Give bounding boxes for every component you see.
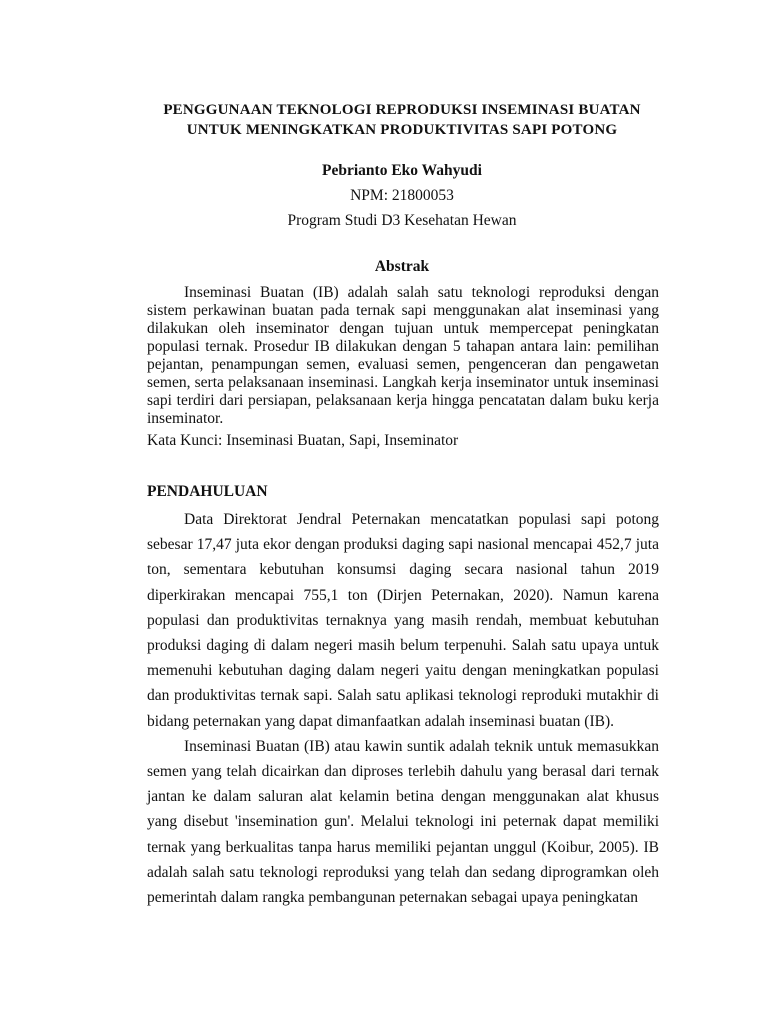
abstract-text: Inseminasi Buatan (IB) adalah salah satu teknologi reproduksi dengan sistem perkawinan buatan pada ternak sapi menggunakan alat inseminasi yang dilakukan oleh inseminator dengan tujuan untuk mempercepat peningkatan populasi ternak. Prosedur IB dilakukan dengan 5 tahapan antara lain: pemilihan pejantan, penampungan semen, evaluasi semen, pengenceran dan pengawetan semen, serta pelaksanaan inseminasi. Langkah kerja inseminator untuk inseminasi sapi terdiri dari persiapan, pelaksanaan kerja hingga pencatatan dalam buku kerja inseminator. (147, 284, 659, 427)
introduction-paragraph-2: Inseminasi Buatan (IB) atau kawin suntik adalah teknik untuk memasukkan semen yang telah dicairkan dan diproses terlebih dahulu yang berasal dari ternak jantan ke dalam saluran alat kelamin betina dengan menggunakan alat khusus yang disebut 'insemination gun'. Melalui teknologi ini peternak dapat memiliki ternak yang berkualitas tanpa harus memiliki pejantan unggul (Koibur, 2005). IB adalah salah satu teknologi reproduksi yang telah dan sedang diprogramkan oleh pemerintah dalam rangka pembangunan peternakan sebagai upaya peningkatan (147, 737, 659, 907)
section-heading-introduction: PENDAHULUAN (147, 483, 268, 500)
introduction-paragraph-1: Data Direktorat Jendral Peternakan mencatatkan populasi sapi potong sebesar 17,47 juta ekor dengan produksi daging sapi nasional mencapai 452,7 juta ton, sementara kebutuhan konsumsi daging secara nasional tahun 2019 diperkirakan mencapai 755,1 ton (Dirjen Peternakan, 2020). Namun karena populasi dan produktivitas ternaknya yang masih rendah, membuat kebutuhan produksi daging di dalam negeri masih belum terpenuhi. Salah satu upaya untuk memenuhi kebutuhan daging dalam negeri yaitu dengan meningkatkan populasi dan produktivitas ternak sapi. Salah satu aplikasi teknologi reproduki mutakhir di bidang peternakan yang dapat dimanfaatkan adalah inseminasi buatan (IB). (147, 511, 659, 730)
keywords: Kata Kunci: Inseminasi Buatan, Sapi, Inseminator (147, 432, 459, 449)
abstract-heading: Abstrak (374, 258, 430, 275)
abstract-body (147, 284, 659, 428)
author-program: Program Studi D3 Kesehatan Hewan (287, 212, 517, 229)
title-line-2: UNTUK MENINGKATKAN PRODUKTIVITAS SAPI POTONG (186, 122, 618, 138)
author-name: Pebrianto Eko Wahyudi (322, 162, 482, 179)
introduction-body (147, 507, 659, 910)
author-npm: NPM: 21800053 (350, 187, 454, 204)
paper-title (140, 100, 664, 140)
title-line-1: PENGGUNAAN TEKNOLOGI REPRODUKSI INSEMINASI BUATAN (163, 102, 641, 118)
